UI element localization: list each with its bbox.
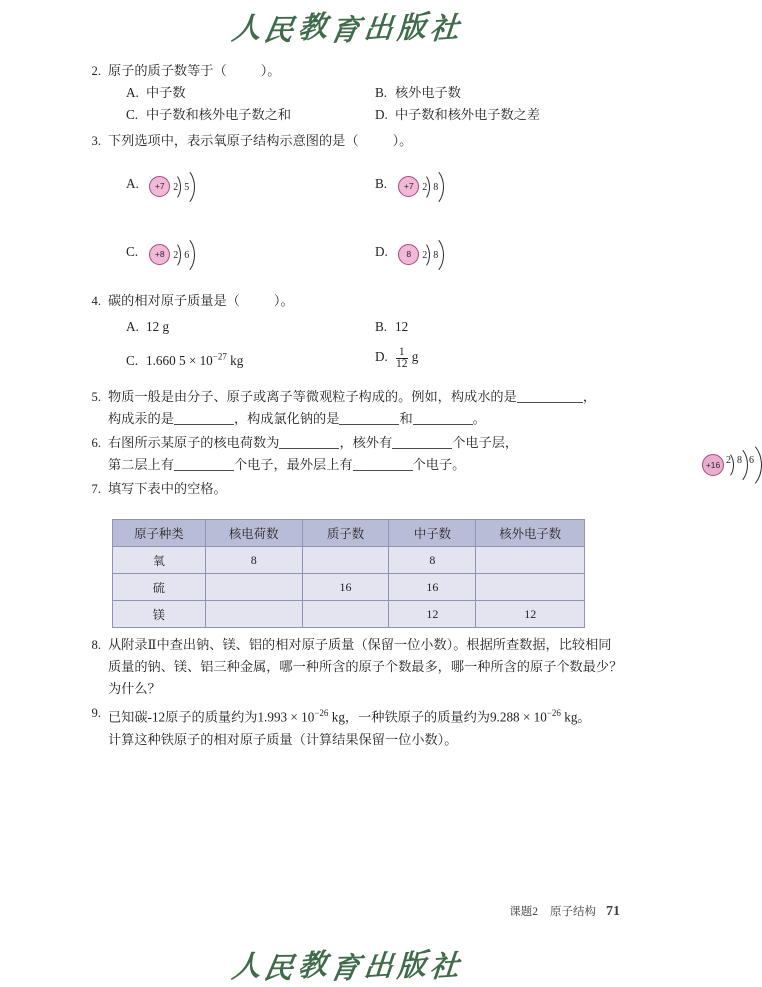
question-3-stem-pre: 下列选项中，表示氧原子结构示意图的是（ [108,133,359,148]
question-4-stem-pre: 碳的相对原子质量是（ [108,293,240,308]
cell-proton-count[interactable] [302,547,389,574]
question-4-option-c[interactable] [126,346,375,372]
question-3-option-c[interactable] [126,230,375,276]
cell-proton-count[interactable] [302,601,389,628]
question-3-option-a[interactable] [126,162,375,208]
question-4-options-row-1 [126,316,624,338]
blank-field-3[interactable] [339,411,399,425]
atom-nucleus-charge: 8 [398,244,419,265]
cell-nuclear-charge[interactable] [205,574,302,601]
electron-shell-2 [167,167,195,207]
question-9 [84,702,624,750]
question-6-text-d: 第二层上有 [108,457,174,473]
question-6-text-c: 个电子层， [452,435,519,451]
cell-nuclear-charge[interactable] [205,601,302,628]
atom-diagram-d [398,230,470,276]
question-3-number: 3. [91,134,101,148]
question-5-number: 5. [91,390,101,405]
fraction-numerator: 1 [398,346,405,358]
question-5-text-c: 构成汞的是 [108,411,174,427]
table-row [113,574,585,601]
footer-topic: 原子结构 [550,906,596,918]
footer-lesson: 课题2 [509,906,538,918]
question-7 [84,478,624,500]
question-5-text-b: ， [582,389,596,405]
fraction-one-twelfth [396,347,408,370]
electron-count-2: 8 [433,182,439,193]
option-a-text: 中子数 [146,85,186,100]
question-2-stem [108,60,624,82]
question-8 [84,634,624,700]
cell-atom-type: 氧 [113,547,206,574]
question-5-line-2 [108,408,624,430]
electron-count-1: 2 [173,250,179,261]
question-6-line-1 [108,432,624,454]
question-2-stem-post: ）。 [260,63,281,78]
question-5-text-e: 和 [399,411,413,427]
exponent: −27 [212,352,227,362]
atom-properties-table [112,519,585,628]
table-header-row [113,520,585,547]
question-5-text-d: ，构成氯化钠的是 [233,411,340,427]
electron-count-1: 2 [726,455,731,466]
option-d-text: 中子数和核外电子数之差 [395,107,541,122]
option-b-label: B. [375,176,388,192]
question-4-stem-post: ）。 [273,293,294,308]
cell-proton-count[interactable]: 16 [302,574,389,601]
cell-neutron-count[interactable]: 16 [389,574,476,601]
table-row [113,601,585,628]
electron-count-1: 2 [422,182,428,193]
question-2-number: 2. [91,64,101,78]
blank-field-8[interactable] [353,457,413,471]
cell-neutron-count[interactable]: 8 [389,547,476,574]
electron-count-2: 8 [433,250,439,261]
page-footer [509,903,620,920]
question-6-text-e: 个电子，最外层上有 [233,457,353,473]
blank-field-5[interactable] [279,435,339,449]
cell-electron-count[interactable] [476,574,585,601]
question-9-text-a: 已知碳-12原子的质量约为1.993 × 10 [108,709,315,725]
column-header-electron-count: 核外电子数 [476,520,585,547]
question-3-options-row-1 [126,162,624,208]
fraction-denominator: 12 [396,358,408,370]
question-9-line-2: 计算这种铁原子的相对原子质量（计算结果保留一位小数）。 [108,731,458,747]
question-8-number: 8. [91,638,101,653]
question-5-text-a: 物质一般是由分子、原子或离子等微观粒子构成的。例如，构成水的是 [108,389,517,405]
question-2-options-row-2 [126,104,624,126]
question-4-option-a[interactable] [126,316,375,338]
option-c-label: C. [126,353,139,369]
electron-count-2: 6 [184,250,190,261]
question-9-text-b: kg，一种铁原子的质量约为9.288 × 10 [328,709,547,725]
column-header-atom-type: 原子种类 [113,520,206,547]
question-5-line-1 [108,386,624,408]
question-2-stem-pre: 原子的质子数等于（ [108,63,227,78]
question-4-stem [108,290,624,312]
column-header-proton-count: 质子数 [302,520,389,547]
question-4-options-row-2 [126,346,624,372]
question-4-number: 4. [91,294,101,308]
atom-nucleus-charge: +16 [702,454,724,476]
option-a-label: A. [126,176,139,192]
column-header-nuclear-charge: 核电荷数 [205,520,302,547]
question-3-option-d[interactable] [375,230,624,276]
option-a-label: A. [126,319,139,334]
option-a-label: A. [126,85,139,100]
cell-electron-count[interactable] [476,547,585,574]
option-b-label: B. [375,319,388,334]
atom-nucleus-charge: +8 [149,244,170,265]
atom-nucleus-charge: +7 [398,176,419,197]
electron-count-2: 8 [737,455,742,466]
option-d-label: D. [375,349,388,364]
question-4 [84,290,624,372]
atom-diagram-c [149,230,221,276]
option-b-label: B. [375,85,388,100]
cell-neutron-count[interactable]: 12 [389,601,476,628]
option-b-text: 12 [395,319,409,334]
question-2-option-d[interactable] [375,104,624,126]
question-6-number: 6. [91,436,101,451]
electron-shell-2 [167,235,195,275]
question-9-line-1 [108,702,624,728]
exponent-2: −26 [546,708,561,719]
page-number: 71 [606,904,620,919]
question-5-text-f: 。 [472,411,486,427]
blank-field-6[interactable] [392,435,452,449]
question-5 [84,386,624,430]
question-2 [84,60,624,126]
question-2-option-b[interactable] [375,82,624,104]
option-d-label: D. [375,244,388,260]
atom-diagram-b [398,162,470,208]
question-2-option-c[interactable] [126,104,375,126]
option-c-text: 中子数和核外电子数之和 [146,107,292,122]
cell-atom-type: 硫 [113,574,206,601]
blank-field-2[interactable] [174,411,234,425]
electron-count-1: 2 [422,250,428,261]
question-6-text-f: 个电子。 [412,457,466,473]
blank-field-4[interactable] [413,411,473,425]
column-header-neutron-count: 中子数 [389,520,476,547]
electron-shell-2 [416,167,444,207]
option-b-text: 核外电子数 [395,85,461,100]
blank-field-1[interactable] [517,389,583,403]
question-3-stem [108,130,624,152]
question-6-line-2 [108,454,624,476]
question-9-number: 9. [91,706,101,721]
atom-diagram-a [149,162,221,208]
question-7-number: 7. [91,482,101,497]
electron-count-2: 5 [184,182,190,193]
exercise-content [84,60,624,753]
question-2-options-row-1 [126,82,624,104]
question-7-stem: 填写下表中的空格。 [108,481,227,497]
exponent-1: −26 [314,708,329,719]
blank-field-7[interactable] [174,457,234,471]
question-6-text-b: ，核外有 [339,435,393,451]
question-6-text-a: 右图所示某原子的核电荷数为 [108,435,280,451]
question-2-option-a[interactable] [126,82,375,104]
option-c-label: C. [126,244,139,260]
question-3 [84,130,624,276]
publisher-logo-top: 人民教育出版社 [230,10,465,48]
publisher-logo-bottom: 人民教育出版社 [230,948,465,986]
question-9-text-c: kg。 [560,709,591,725]
electron-count-3: 6 [749,455,754,466]
question-4-option-d[interactable]: D. $\frac{1}{12}$ g [375,346,419,370]
question-6 [84,432,624,476]
option-d-label: D. [375,107,388,122]
atom-nucleus-charge: +7 [149,176,170,197]
question-3-option-b[interactable] [375,162,624,208]
question-3-options-row-2 [126,230,624,276]
cell-nuclear-charge[interactable]: 8 [205,547,302,574]
electron-count-1: 2 [173,182,179,193]
question-4-option-b[interactable] [375,316,624,338]
electron-shell-2 [416,235,444,275]
cell-electron-count[interactable]: 12 [476,601,585,628]
option-c-text: 1.660 $5 \times 10^{-27}$ kg [146,352,244,369]
cell-atom-type: 镁 [113,601,206,628]
table-row [113,547,585,574]
option-a-text: 12 g [146,319,170,334]
option-c-label: C. [126,107,139,122]
question-8-text: 从附录Ⅱ中查出钠、镁、铝的相对原子质量（保留一位小数）。根据所查数据，比较相同质量的钠、镁、铝三种金属，哪一种所含的原子个数最多，哪一种所含的原子个数最少？为什么？ [108,637,623,697]
question-3-stem-post: ）。 [392,133,413,148]
